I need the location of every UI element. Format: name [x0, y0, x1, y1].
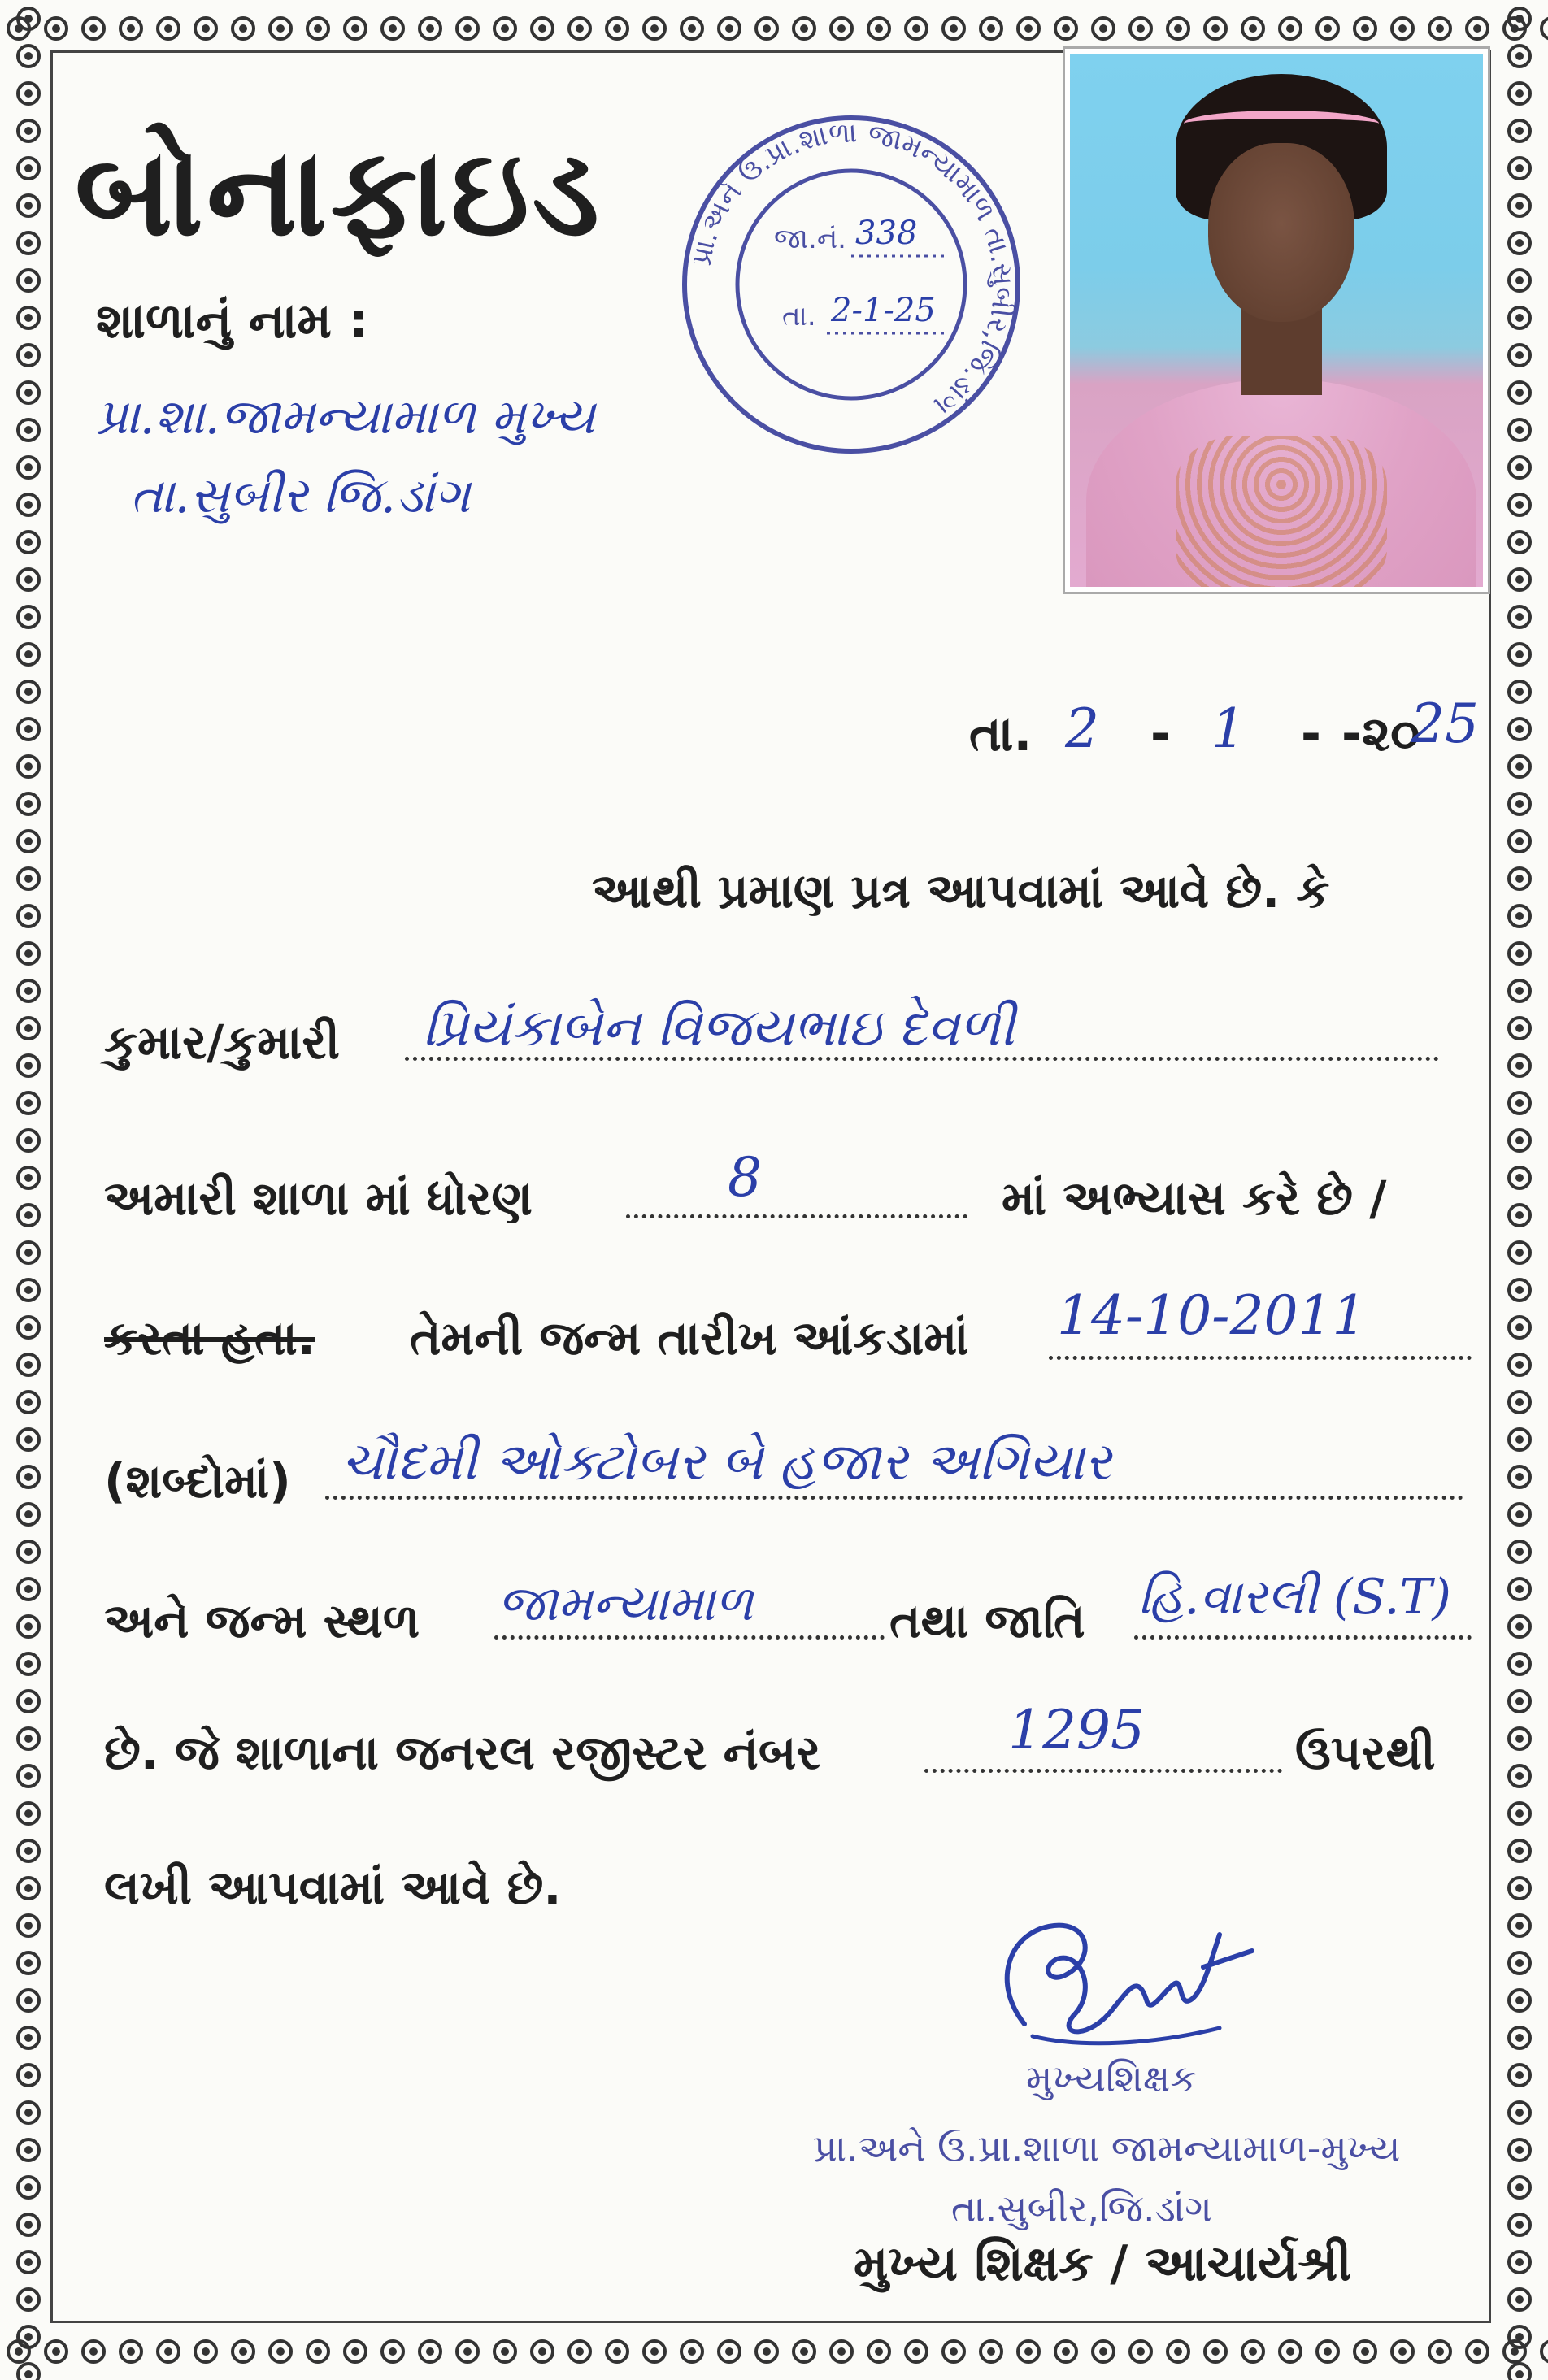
register-tail-text: ઉપરથી — [1295, 1725, 1436, 1780]
stamp-address-text: તા.સુબીર,જિ.ડાંગ — [951, 2187, 1212, 2230]
principal-title: મુખ્ય શિક્ષક / આચાર્યશ્રી — [854, 2235, 1352, 2292]
school-round-stamp — [676, 110, 1026, 459]
stamp-date-label: તા. — [782, 300, 816, 332]
certificate-title: બોનાફાઇડ — [75, 122, 603, 263]
stamp-outward-number: 338 — [855, 215, 918, 252]
caste-label: તથા જાતિ — [889, 1593, 1085, 1648]
caste-value: હિ.વારલી (S.T) — [1138, 1569, 1451, 1626]
date-separator: - — [1150, 706, 1171, 762]
birthplace-label: અને જન્મ સ્થળ — [104, 1593, 420, 1648]
standard-tail-text: માં અભ્યાસ કરે છે / — [1002, 1170, 1387, 1226]
dob-figures-value: 14-10-2011 — [1057, 1284, 1367, 1347]
stamp-ring-text: પ્રા.અને ઉ.પ્રા.શાળા જામન્યામાળ તા.સુબીર,જિ.ડાંગ — [685, 116, 1020, 423]
standard-label: અમારી શાળા માં ધોરણ — [104, 1170, 533, 1226]
decorative-border-bottom — [0, 2323, 1548, 2380]
birthplace-value: જામન્યામાળ — [498, 1575, 754, 1632]
register-number-label: છે. જે શાળાના જનરલ રજીસ્ટર નંબર — [104, 1725, 821, 1780]
school-name-line2: તા.સુબીર જિ.ડાંગ — [130, 467, 471, 524]
date-year-prefix: -૨૦ — [1341, 706, 1420, 762]
register-number-dotted-line — [924, 1769, 1282, 1773]
closing-text: લખી આપવામાં આવે છે. — [104, 1860, 562, 1915]
student-photo — [1065, 49, 1488, 592]
principal-signature — [976, 1886, 1268, 2081]
struck-studied-text: કરતા હતા. — [104, 1310, 315, 1366]
dob-figures-label: તેમની જન્મ તારીખ આંકડામાં — [410, 1310, 969, 1366]
school-name-label: શાળાનું નામ : — [96, 293, 368, 350]
dob-figures-dotted-line — [1049, 1356, 1472, 1360]
photo-face — [1208, 143, 1354, 322]
date-separator: - — [1301, 706, 1321, 762]
date-month: 1 — [1211, 697, 1246, 760]
certificate-intro: આથી પ્રમાણ પ્રત્ર આપવામાં આવે છે. કે — [592, 863, 1330, 919]
student-name-value: પ્રિયંકાબેન વિજયભાઇ દેવળી — [423, 998, 1015, 1058]
stamp-outward-label: જા.નં. — [774, 223, 846, 255]
photo-hairband — [1184, 111, 1379, 137]
stamp-school-text: પ્રા.અને ઉ.પ્રા.શાળા જામન્યામાળ-મુખ્ય — [813, 2126, 1401, 2170]
standard-value: 8 — [728, 1146, 762, 1209]
date-day: 2 — [1065, 697, 1099, 760]
student-name-label: કુમાર/કુમારી — [104, 1014, 340, 1070]
standard-dotted-line — [626, 1214, 968, 1218]
caste-dotted-line — [1134, 1635, 1472, 1640]
school-name-line1: પ્રા.શા.જામન્યામાળ મુખ્ય — [96, 389, 596, 445]
decorative-border-left — [0, 0, 57, 2380]
stamp-date-value: 2-1-25 — [831, 292, 936, 329]
photo-embroidery — [1176, 436, 1387, 592]
register-number-value: 1295 — [1008, 1699, 1145, 1761]
dob-words-value: ચૌદમી ઓક્ટોબર બે હજાર અગિયાર — [341, 1432, 1111, 1492]
stamp-role-text: મુખ્યશિક્ષક — [1026, 2056, 1197, 2100]
dob-words-dotted-line — [325, 1496, 1463, 1500]
date-year-suffix: 25 — [1411, 693, 1479, 755]
birthplace-dotted-line — [494, 1635, 885, 1640]
decorative-border-right — [1491, 0, 1548, 2380]
date-label: તા. — [969, 706, 1033, 762]
dob-words-label: (શબ્દોમાં) — [104, 1453, 291, 1509]
